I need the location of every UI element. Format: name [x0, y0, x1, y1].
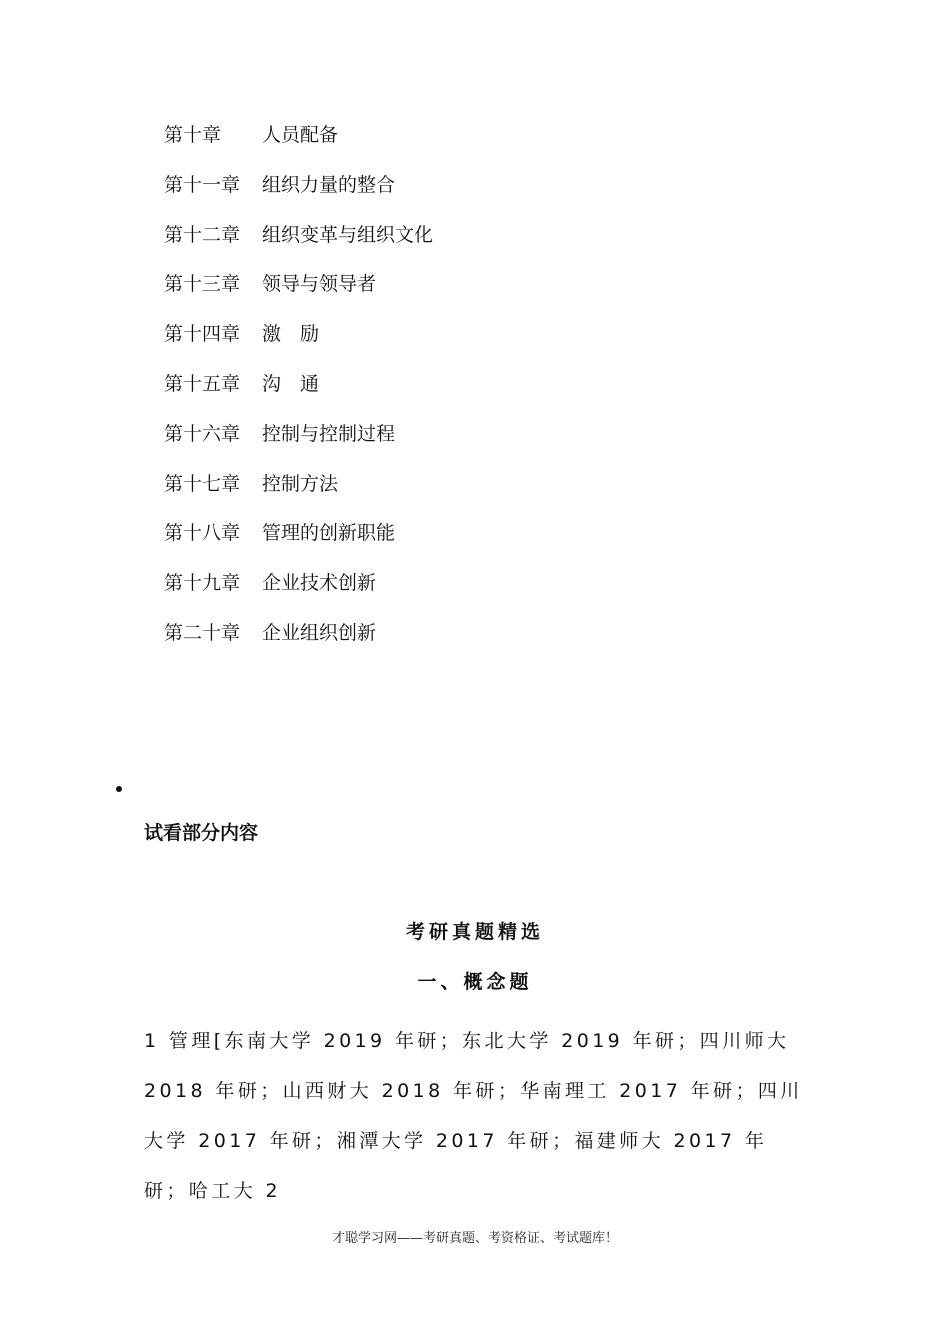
toc-item[interactable] [164, 568, 433, 618]
chapter-number: 第十九章 [164, 572, 241, 595]
chapter-number: 第十三章 [164, 273, 241, 296]
chapter-number: 第十章 [164, 124, 222, 146]
chapter-number: 第十八章 [164, 522, 241, 545]
chapter-title: 人员配备 [262, 124, 339, 146]
chapter-title: 沟 通 [262, 372, 320, 395]
chapter-number: 第十六章 [164, 422, 241, 445]
chapter-title: 管理的创新职能 [262, 522, 396, 545]
toc-item[interactable] [164, 220, 433, 270]
section-subtitle: 一、概念题 [417, 971, 533, 993]
toc-item[interactable] [164, 369, 433, 419]
toc-item[interactable] [164, 469, 433, 519]
chapter-title: 企业组织创新 [262, 621, 377, 644]
toc-item[interactable] [164, 419, 433, 469]
chapter-title: 控制方法 [262, 472, 339, 495]
question-text: 1 管理[东南大学 2019 年研；东北大学 2019 年研；四川师大 2018 年研；山西财大 2018 年研；华南理工 2017 年研；四川大学 2017 年研；湘潭大学 2017 年研；福建师大 2017 年研；哈工大 2 [144, 1030, 803, 1202]
chapter-title: 企业技术创新 [262, 572, 377, 595]
preview-heading: 试看部分内容 [144, 822, 259, 844]
chapter-number: 第十四章 [164, 323, 241, 346]
toc-item[interactable] [164, 618, 433, 668]
chapter-number: 第十一章 [164, 173, 241, 196]
chapter-title: 组织变革与组织文化 [262, 223, 434, 246]
chapter-number: 第十七章 [164, 472, 241, 495]
toc-item[interactable] [164, 319, 433, 369]
toc-item[interactable] [164, 170, 433, 220]
chapter-title: 领导与领导者 [262, 273, 377, 296]
chapter-title: 控制与控制过程 [262, 422, 396, 445]
section-title: 考研真题精选 [405, 921, 544, 943]
toc-item[interactable] [164, 518, 433, 568]
chapter-title: 组织力量的整合 [262, 173, 396, 196]
chapter-number: 第十二章 [164, 223, 241, 246]
chapter-number: 第十五章 [164, 372, 241, 395]
toc-item[interactable] [164, 120, 433, 170]
table-of-contents [164, 120, 433, 668]
chapter-number: 第二十章 [164, 621, 241, 644]
bullet-point [116, 786, 122, 792]
page-footer: 才聪学习网——考研真题、考资格证、考试题库！ [331, 1231, 618, 1246]
chapter-title: 激 励 [262, 323, 320, 346]
toc-item[interactable] [164, 269, 433, 319]
